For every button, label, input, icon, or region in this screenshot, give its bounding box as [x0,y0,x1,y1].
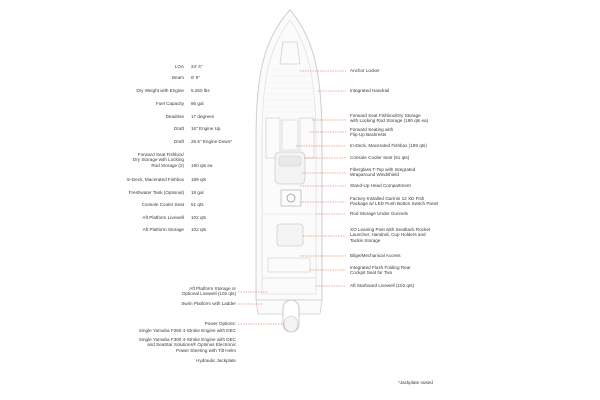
callout-console-cooler: Console Cooler Seat (51 qts) [350,155,410,160]
callout-garmin: Factory-Installed Garmin 12 XD Fish Package w/ LED Push Button Switch Panel [350,196,439,207]
spec-label: Console Cooler Seat [141,202,184,207]
spec-value: 18 gal [191,190,204,195]
footnote: *Jackplate raised [398,380,433,385]
callout-swim-platform: Swim Platform with Ladder [181,301,236,306]
spec-value: 189 qts [191,177,207,182]
spec-value: 51 qts [191,202,204,207]
spec-label: In-Deck, Macerated Fishbox [126,177,184,182]
spec-value: 16" Engine Up [191,126,221,131]
callout-t-top: Fiberglass T-Top with Integrated Wraparound Windshield [350,167,416,178]
callout-anchor-locker: Anchor Locker [350,68,380,73]
spec-value: 5,250 lbs [191,88,210,93]
callout-macerated-fishbox: In-Deck, Macerated Fishbox (189 qts) [350,143,427,148]
callout-bilge: Bilge/Mechanical Access [350,253,401,258]
spec-value: 24' 4" [191,64,203,69]
callout-forward-seating: Forward Seating with Flip-Up Backrests [350,127,394,138]
spec-value: 102 qts [191,227,207,232]
spec-value: 17 degrees [191,114,214,119]
spec-label: Deadrise [165,114,184,119]
spec-label: Freshwater Tank (Optional) [128,190,184,195]
callout-rod-storage: Rod Storage Under Gunnels [350,211,408,216]
callout-handrail: Integrated Handrail [350,88,390,93]
callout-leaning-post: XO Leaning Post with Seatback Rocket Launcher, Handrail, Cup Holders and Tackle Storage [350,227,431,243]
spec-value: 102 qts [191,215,207,220]
spec-value: 190 qts ea [191,163,213,168]
power-options-title: Power Options: [204,321,236,326]
spec-label: Beam [171,75,184,80]
engine-top [284,316,298,332]
callout-rear-seat: Integrated Flush Folding Rear Cockpit Seat for Two [350,265,411,276]
leaning-post [277,224,303,246]
spec-label: Aft Platform Livewell [142,215,184,220]
power-option-f250: Single Yamaha F250 4-Stroke Engine with DEC [138,328,236,333]
power-option-f300: Single Yamaha F300 4-Stroke Engine with DEC and SeaStar Solutions® Optimus Electronic Power Steering with Tilt Helm [138,337,236,353]
spec-label: LOA [174,64,184,69]
spec-label: Fuel Capacity [155,101,184,106]
spec-label: Draft [174,139,184,144]
callout-aft-platform-storage: Aft Platform Storage or Optional Livewell (102 qts) [181,286,236,297]
spec-label: Aft Platform Storage [142,227,184,232]
spec-label: Draft [174,126,184,131]
power-option-jackplate: Hydraulic Jackplate [196,358,236,363]
callout-aft-livewell: Aft Starboard Livewell (102 qts) [350,283,415,288]
spec-value: 25.5" Engine Down* [191,139,232,144]
spec-label: Dry Weight with Engine [136,88,184,93]
windshield [279,156,301,166]
spec-value: 8' 5" [191,75,200,80]
spec-value: 86 gal [191,101,204,106]
callout-head-compartment: Stand-Up Head Compartment [350,183,411,188]
spec-label: Forward Seat Fishbox/ Dry Storage with Locking Rod Storage (2) [132,152,184,168]
callout-forward-seat-fishbox: Forward Seat Fishbox/Dry Storage with Locking Rod Storage (190 qts ea) [350,113,429,124]
